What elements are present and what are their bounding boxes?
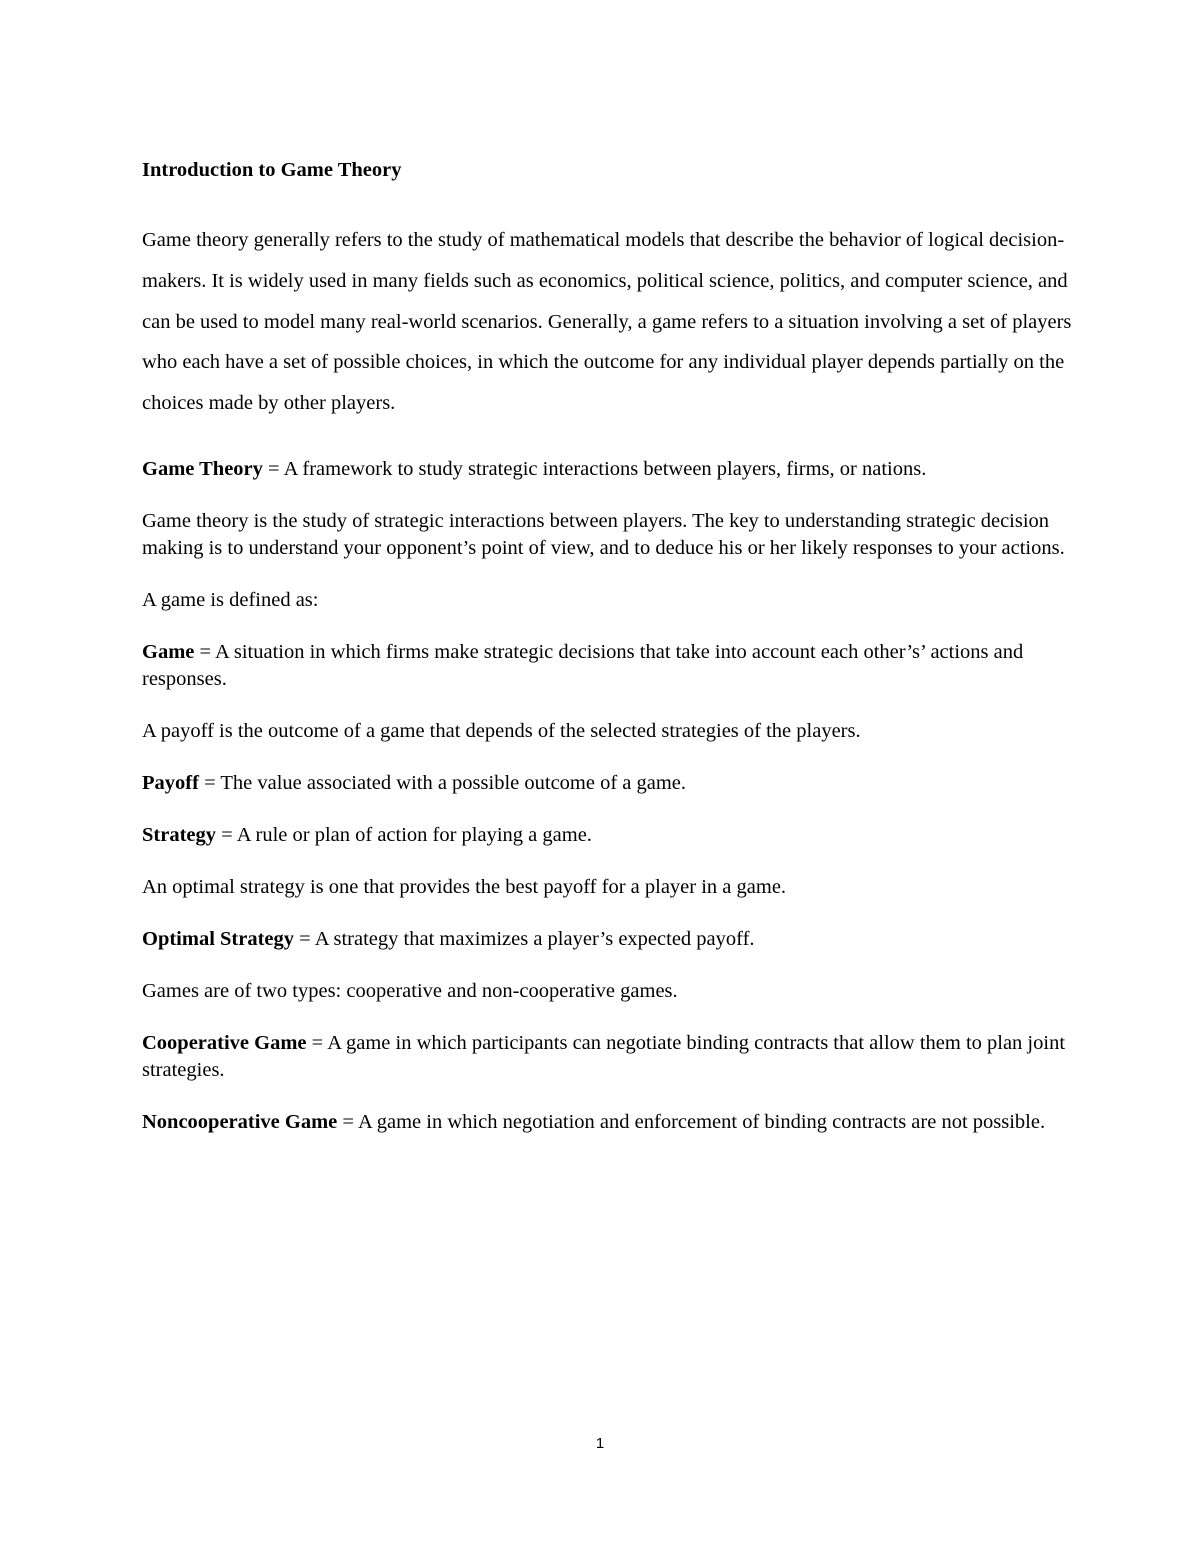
game-defined-paragraph: A game is defined as: [142,588,319,611]
definition-term: Payoff [142,771,199,794]
definition-term: Game Theory [142,457,263,480]
definition-payoff [142,770,1072,797]
definition-optimal-strategy [142,926,1072,953]
payoff-paragraph: A payoff is the outcome of a game that depends of the selected strategies of the players. [142,719,861,742]
definition-term: Cooperative Game [142,1031,307,1054]
definition-cooperative-game [142,1030,1072,1084]
definition-term: Optimal Strategy [142,927,295,950]
definition-text: = A rule or plan of action for playing a game. [216,823,592,846]
definition-term: Noncooperative Game [142,1110,338,1133]
definition-term: Game [142,640,195,663]
definition-noncooperative-game [142,1109,1072,1136]
document-body [142,154,1072,1161]
strategic-interactions-paragraph: Game theory is the study of strategic interactions between players. The key to understanding strategic decision making is to understand your opponent’s point of view, and to deduce his or her likely responses to your actions. [142,509,1065,559]
definition-text: = A strategy that maximizes a player’s expected payoff. [294,927,755,950]
optimal-strategy-paragraph: An optimal strategy is one that provides the best payoff for a player in a game. [142,875,787,898]
definition-text: = A situation in which firms make strategic decisions that take into account each other’s’ actions and responses. [142,640,1024,690]
document-title: Introduction to Game Theory [142,159,402,181]
definition-text: = A game in which participants can negotiate binding contracts that allow them to plan joint strategies. [142,1031,1066,1081]
definition-text: = A game in which negotiation and enforcement of binding contracts are not possible. [337,1110,1046,1133]
definition-strategy [142,822,1072,849]
definition-game [142,639,1072,693]
game-types-paragraph: Games are of two types: cooperative and non-cooperative games. [142,979,678,1002]
definition-text: = The value associated with a possible outcome of a game. [198,771,687,794]
definition-term: Strategy [142,823,217,846]
definition-text: = A framework to study strategic interactions between players, firms, or nations. [262,457,927,480]
definition-game-theory [142,456,1072,483]
intro-paragraph: Game theory generally refers to the study of mathematical models that describe the behavior of logical decision-makers. It is widely used in many fields such as economics, political science, politics, and computer science, and can be used to model many real-world scenarios. Generally, a game refers to a situation involving a set of players who each have a set of possible choices, in which the outcome for any individual player depends partially on the choices made by other players. [142,229,1072,415]
page-number: 1 [595,1435,605,1452]
